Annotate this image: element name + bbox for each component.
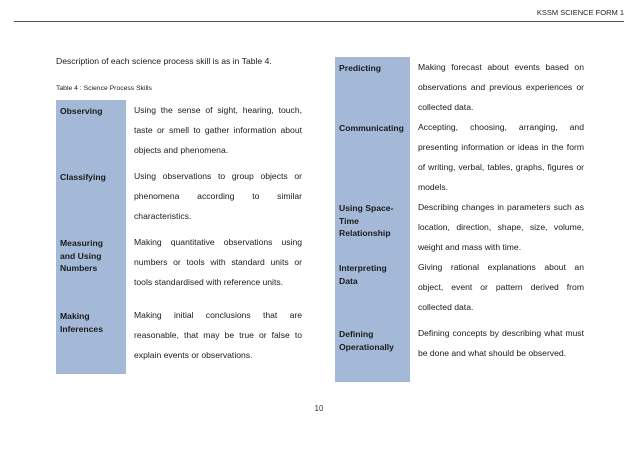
skill-term: Communicating xyxy=(335,117,410,197)
table-row xyxy=(335,257,584,323)
skill-description: Giving rational explanations about an object, event or pattern derived from collected data. xyxy=(417,262,584,312)
skill-description: Using the sense of sight, hearing, touch, taste or smell to gather information about objects and phenomena. xyxy=(134,105,302,155)
skills-table-left xyxy=(56,100,302,374)
table-row xyxy=(56,232,302,305)
skill-term: Classifying xyxy=(56,166,126,232)
page-number: 10 xyxy=(314,404,324,413)
skills-table-right xyxy=(335,57,584,382)
skill-term: Defining Operationally xyxy=(335,323,410,382)
table-row xyxy=(56,305,302,374)
skill-description: Making initial conclusions that are reasonable, that may be true or false to explain events or observations. xyxy=(134,310,302,360)
skill-description: Making quantitative observations using numbers or tools with standard units or tools standardised with reference units. xyxy=(134,237,302,287)
skill-description: Making forecast about events based on observations and previous experiences or collected data. xyxy=(417,62,584,112)
skill-term: Predicting xyxy=(335,57,410,117)
skill-term: Making Inferences xyxy=(56,305,126,374)
table-row xyxy=(335,117,584,197)
table-row xyxy=(335,57,584,117)
skill-description: Defining concepts by describing what must be done and what should be observed. xyxy=(417,328,584,358)
header-divider xyxy=(14,21,624,22)
skill-description: Using observations to group objects or phenomena according to similar characteristics. xyxy=(134,171,302,221)
skill-term: Using Space-Time Relationship xyxy=(335,197,410,257)
table-row xyxy=(335,323,584,382)
intro-text: Description of each science process skill is as in Table 4. xyxy=(56,56,272,66)
skill-description: Accepting, choosing, arranging, and presenting information or ideas in the form of writing, verbal, tables, graphs, figures or models. xyxy=(417,122,584,192)
table-row xyxy=(56,166,302,232)
table-row xyxy=(335,197,584,257)
table-caption: Table 4 : Science Process Skills xyxy=(56,85,152,92)
skill-term: Measuring and Using Numbers xyxy=(56,232,126,305)
skill-term: Observing xyxy=(56,100,126,166)
table-row xyxy=(56,100,302,166)
skill-term: Interpreting Data xyxy=(335,257,410,323)
running-header: KSSM SCIENCE FORM 1 xyxy=(536,8,624,17)
skill-description: Describing changes in parameters such as location, direction, shape, size, volume, weight and mass with time. xyxy=(417,202,584,252)
